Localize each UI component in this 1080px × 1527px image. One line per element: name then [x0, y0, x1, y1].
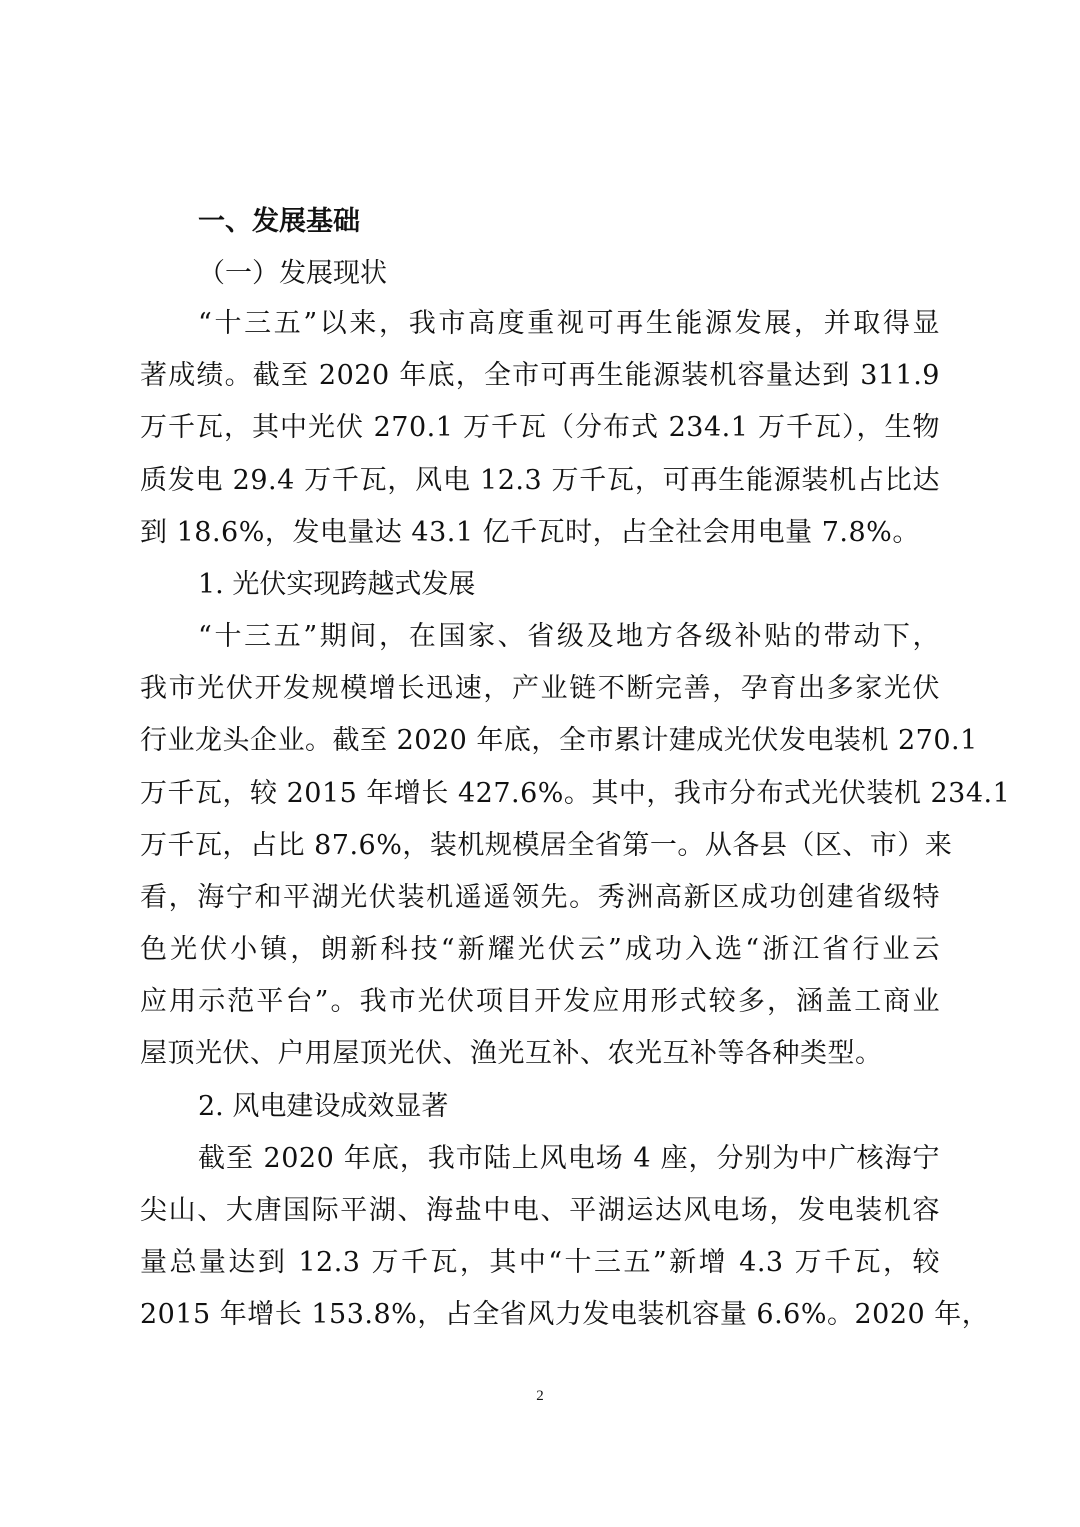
paragraph-photovoltaic: [140, 611, 1011, 1081]
text-line: 尖山、大唐国际平湖、海盐中电、平湖运达风电场，发电装机容: [140, 1194, 940, 1226]
text-line: 2015 年增长 153.8%，占全省风力发电装机容量 6.6%。2020 年，: [140, 1299, 990, 1331]
text-line: “十三五”以来，我市高度重视可再生能源发展，并取得显: [198, 308, 940, 339]
paragraph-renewable-overview: [140, 298, 940, 559]
text-line: 到 18.6%，发电量达 43.1 亿千瓦时，占全社会用电量 7.8%。: [140, 516, 920, 548]
text-line: 万千瓦，其中光伏 270.1 万千瓦（分布式 234.1 万千瓦），生物: [140, 412, 940, 444]
text-line: 万千瓦，占比 87.6%，装机规模居全省第一。从各县（区、市）来: [140, 829, 953, 861]
subheading-photovoltaic: 1. 光伏实现跨越式发展: [198, 568, 476, 600]
subheading-wind-power: 2. 风电建设成效显著: [198, 1090, 449, 1122]
text-line: 质发电 29.4 万千瓦，风电 12.3 万千瓦，可再生能源装机占比达: [140, 464, 940, 496]
paragraph-wind-power: [140, 1133, 990, 1342]
text-line: 看，海宁和平湖光伏装机遥遥领先。秀洲高新区成功创建省级特: [140, 881, 940, 913]
text-line: “十三五”期间，在国家、省级及地方各级补贴的带动下，: [198, 620, 940, 652]
text-line: 我市光伏开发规模增长迅速，产业链不断完善，孕育出多家光伏: [140, 673, 940, 705]
text-line: 应用示范平台”。我市光伏项目开发应用形式较多，涵盖工商业: [140, 986, 940, 1018]
page-number: 2: [536, 1388, 544, 1404]
subsection-heading-development-status: （一）发展现状: [198, 258, 387, 289]
text-line: 著成绩。截至 2020 年底，全市可再生能源装机容量达到 311.9: [140, 360, 940, 392]
text-line: 量总量达到 12.3 万千瓦，其中“十三五”新增 4.3 万千瓦，较: [140, 1247, 940, 1278]
text-line: 截至 2020 年底，我市陆上风电场 4 座，分别为中广核海宁: [198, 1142, 940, 1174]
section-heading-development-foundation: 一、发展基础: [198, 206, 360, 237]
document-body: [140, 198, 1011, 1341]
text-line: 行业龙头企业。截至 2020 年底，全市累计建成光伏发电装机 270.1: [140, 725, 978, 757]
text-line: 色光伏小镇，朗新科技“新耀光伏云”成功入选“浙江省行业云: [140, 934, 940, 966]
text-line: 屋顶光伏、户用屋顶光伏、渔光互补、农光互补等各种类型。: [140, 1038, 883, 1070]
text-line: 万千瓦，较 2015 年增长 427.6%。其中，我市分布式光伏装机 234.1: [140, 777, 1011, 809]
